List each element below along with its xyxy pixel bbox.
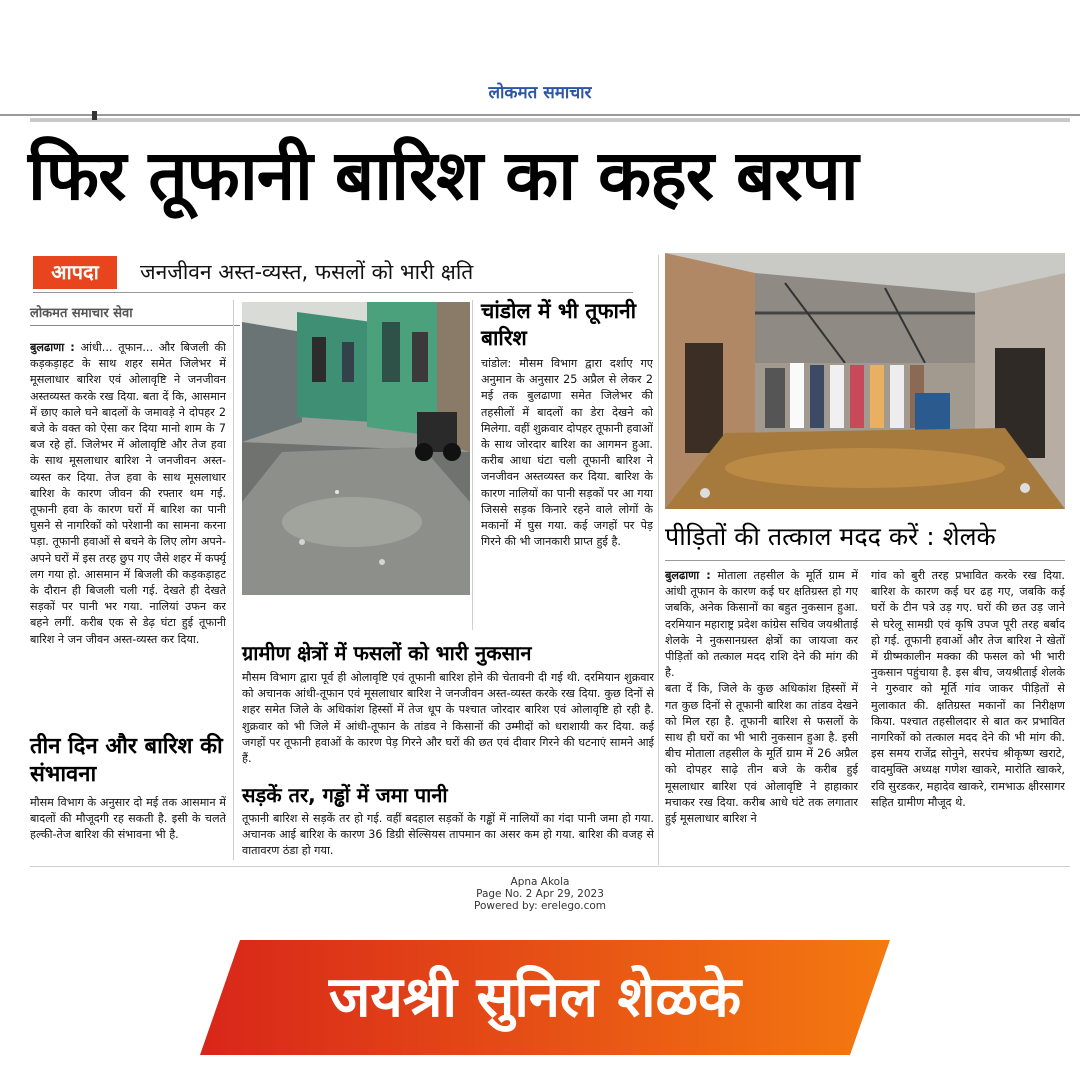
story-body-roads: तूफानी बारिश से सड़कें तर हो गई. वहीं बदहाल सड़कों के गड्ढों में नालियों का गंदा पानी जमा हो गया. अचानक आई बारिश के कारण 36 डिग्री सेल्सियस तापमान का असर कम हो गया. बारिश की वजह से वातावरण ठंडा हो गया.: [242, 812, 654, 858]
top-rule-thick: [30, 118, 1070, 122]
damaged-house-photo: [665, 253, 1065, 509]
story-column-shelke-2: गांव को बुरी तरह प्रभावित करके रख दिया. बारिश के कारण कई घर ढह गए, जबकि कई घरों के टीन पत्रे उड़ गए. घरों की छत उड़ जाने से घरेलू सामग्री एवं कृषि उपज पूरी तरह बर्बाद हो गई. तूफानी हवाओं और तेज बारिश ने खेतों में ग्रीष्मकालीन मक्का की फसल को भी भारी नुकसान पहुंचाया है. इस बीच, जयश्रीताई शेलके ने गुरुवार को मूर्ति गांव जाकर पीड़ितों से मुलाकात की. क्षतिग्रस्त मकानों का निरीक्षण किया. पश्चात तहसीलदार से बात कर प्रभावित नागरिकों को तत्काल मदद देने की भी मांग की. इस समय राजेंद्र सोनुने, सरपंच श्रीकृष्ण खराटे, वादमुक्ति अध्यक्ष गणेश खाकरे, मारोति खाकरे, रवि सुरडकर, महादेव खाकरे, रामभाऊ क्षीरसागर सहित ग्रामीण मौजूद थे.: [871, 569, 1065, 809]
bottom-rule: [30, 866, 1070, 867]
page-info: Page No. 2 Apr 29, 2023: [476, 888, 604, 900]
story-body-crop-loss: मौसम विभाग द्वारा पूर्व ही ओलावृष्टि एवं तूफानी बारिश होने की चेतावनी दी गई थी. दरमियान शुक्रवार को अचानक आंधी-तूफान एवं मूसलाधार बारिश ने जनजीवन अस्त-व्यस्त करके रख दिया. कुछ दिनों से शहर समेत जिले के अधिकांश हिस्सों में तेज धूप के पश्चात जोरदार बारिश एवं ओलावृष्टि हो रही है. शुक्रवार को भी जिले में आंधी-तूफान के तांडव ने किसानों की उम्मीदों को धराशायी कर दिया. कई जगहों पर तूफानी हवाओं के कारण पेड़ गिरने और घरों की छत एवं दीवार गिरने की घटनाएं सामने आई हैं.: [242, 671, 654, 766]
edition-name: Apna Akola: [510, 876, 570, 888]
headline: फिर तूफानी बारिश का कहर बरपा: [28, 136, 858, 216]
dateline: बुलढाणा :: [30, 341, 75, 354]
name-banner-text: जयश्री सुनिल शेळके: [328, 965, 742, 1030]
rule-marker: [92, 111, 97, 120]
column-divider: [233, 300, 234, 860]
story-body-continued: बता दें कि, जिले के कुछ अधिकांश हिस्सों में गत कुछ दिनों से तूफानी बारिश का तांडव देखने को मिल रहा है. तूफानी बारिश से फसलों के साथ ही घरों का भी भारी नुकसान हुआ है. इसी बीच मोताला तहसील के मूर्ति ग्राम में 26 अप्रैल को दोपहर साढ़े तीन बजे के करीब हुई मूसलाधार बारिश एवं ओलावृष्टि ने हाहाकार मचाकर रख दिया. करीब आधे घंटे तक लगातार हुई मूसलाधार बारिश ने: [665, 682, 858, 826]
story-column-1: [30, 340, 226, 720]
heading-rule: [665, 560, 1065, 561]
story-column-shelke-1: [665, 568, 858, 863]
section-heading-chandol: चांडोल में भी तूफानी बारिश: [481, 299, 637, 350]
powered-by-link[interactable]: Powered by: erelego.com: [473, 900, 607, 912]
section-heading-rain-forecast: तीन दिन और बारिश की संभावना: [30, 734, 223, 787]
story-body-chandol: चांडोल: मौसम विभाग द्वारा दर्शाए गए अनुमान के अनुसार 25 अप्रैल से लेकर 2 मई तक बुलढाणा समेत जिलेभर की तहसीलों में बादलों का डेरा देखने को मिलेगा. वहीं शुक्रवार दोपहर तूफानी हवाओं के साथ जोरदार बारिश का आगमन हुआ. करीब आधा घंटा चली तूफानी बारिश ने जनजीवन अस्तव्यस्त कर दिया. बारिश के कारण नालियों का पानी सड़कों पर आ गया जिससे सड़क किनारे रहने वाले लोगों के मकानों में घुस गया. कई जगहों पर पेड़ गिरने की भी जानकारी प्राप्त हुई है.: [481, 357, 653, 549]
story-body-forecast: मौसम विभाग के अनुसार दो मई तक आसमान में बादलों की मौजूदगी रह सकती है. इसी के चलते हल्की-तेज बारिश की संभावना भी है.: [30, 796, 226, 842]
subheadline: जनजीवन अस्त-व्यस्त, फसलों को भारी क्षति: [140, 260, 474, 284]
subhead-rule: [33, 292, 633, 293]
flooded-street-photo: [242, 302, 470, 595]
column-divider: [472, 300, 473, 630]
edition-footer: [0, 876, 1080, 912]
column-divider: [658, 255, 659, 865]
top-rule: [0, 114, 1080, 116]
story-body: मोताला तहसील के मूर्ति ग्राम में आंधी तूफान के कारण कई घर क्षतिग्रस्त हो गए जबकि, अनेक किसानों का बहुत नुकसान हुआ. दरमियान महाराष्ट्र प्रदेश कांग्रेस सचिव जयश्रीताई शेलके ने नुकसानग्रस्त क्षेत्रों का जायजा कर पीड़ितों को तत्काल मदद राशि देने की मांग की है.: [665, 569, 858, 680]
dateline: बुलढाणा :: [665, 569, 711, 582]
masthead: लोकमत समाचार: [488, 83, 592, 103]
section-heading-roads: सड़कें तर, गड्ढों में जमा पानी: [242, 783, 448, 807]
section-heading-crop-loss: ग्रामीण क्षेत्रों में फसलों को भारी नुकसान: [242, 641, 532, 665]
story-body: आंधी... तूफान... और बिजली की कड़कड़ाहट के साथ शहर समेत जिलेभर में मूसलाधार बारिश एवं ओलावृष्टि ने जनजीवन अस्तव्यस्त करके रख दिया. बता दें कि, आसमान में छाए काले घने बादलों के जमावड़े ने दोपहर 2 बजे के वक्त को ऐसा कर दिया मानो शाम के 7 बज रहे हों. जिलेभर में ओलावृष्टि और तेज हवा के साथ मूसलाधार बारिश ने जनजीवन अस्त-व्यस्त कर दिया. तेज हवा के साथ मूसलाधार बारिश के कारण जीवन की रफ्तार थम गई. तूफानी हवा के कारण घरों में बारिश का पानी घुसने से नागरिकों को परेशानी का सामना करना पड़ा. तूफानी हवाओं से बचने के लिए लोग अपने-अपने घरों में इस तरह छुप गए जैसे शहर में कर्फ्यू लग गया हो. आसमान में बिजली की कड़कड़ाहट के दौरान ही बिजली चली गई. देखते ही देखते सड़कों पर पानी भर गया. नालियां उफन कर बहने लगीं. करीब एक से डेढ़ घंटा हुई तूफानी बारिश ने जन जीवन अस्त-व्यस्त कर दिया.: [30, 341, 226, 646]
byline-service: लोकमत समाचार सेवा: [30, 303, 240, 326]
category-tag: आपदा: [33, 256, 117, 289]
section-heading-shelke: पीड़ितों की तत्काल मदद करें : शेलके: [665, 522, 996, 551]
